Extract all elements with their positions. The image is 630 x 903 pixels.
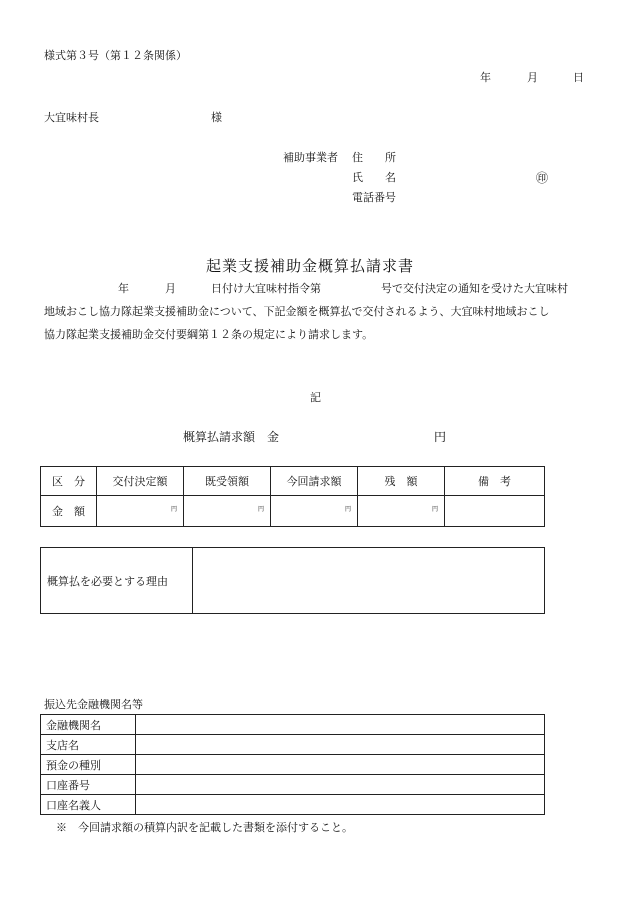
body-text-line2: 地域おこし協力隊起業支援補助金について、下記金額を概算払で交付されるよう、大宜味村地域おこし bbox=[44, 305, 550, 318]
applicant-role: 補助事業者 bbox=[283, 151, 338, 164]
form-number: 様式第３号（第１２条関係） bbox=[44, 49, 187, 62]
reason-table bbox=[40, 547, 545, 614]
name-label: 氏 名 bbox=[352, 171, 396, 184]
bank-name-label: 金融機関名 bbox=[41, 715, 136, 735]
body-text-part1: 日付け大宜味村指令第 bbox=[211, 282, 321, 295]
date-month-label: 月 bbox=[527, 71, 538, 84]
header-balance: 残 額 bbox=[358, 467, 445, 496]
header-category: 区 分 bbox=[41, 467, 97, 496]
branch-name-label: 支店名 bbox=[41, 735, 136, 755]
body-year: 年 bbox=[118, 282, 129, 295]
seal-mark: ㊞ bbox=[536, 171, 549, 185]
document-title: 起業支援補助金概算払請求書 bbox=[206, 257, 415, 275]
addressee-honorific: 様 bbox=[211, 111, 222, 124]
ki-mark: 記 bbox=[310, 391, 321, 404]
account-type-label: 預金の種別 bbox=[41, 755, 136, 775]
body-text-part2: 号で交付決定の通知を受けた大宜味村 bbox=[381, 282, 568, 295]
account-number-label: 口座番号 bbox=[41, 775, 136, 795]
current-request-cell[interactable]: 円 bbox=[271, 496, 358, 527]
phone-label: 電話番号 bbox=[352, 191, 396, 204]
request-amount-label: 概算払請求額 金 bbox=[183, 430, 280, 444]
date-year-label: 年 bbox=[480, 71, 491, 84]
header-remarks: 備 考 bbox=[445, 467, 545, 496]
body-text-line3: 協力隊起業支援補助金交付要綱第１２条の規定により請求します。 bbox=[44, 328, 374, 341]
account-type-value[interactable] bbox=[136, 755, 545, 775]
bank-name-value[interactable] bbox=[136, 715, 545, 735]
received-amount-cell[interactable]: 円 bbox=[184, 496, 271, 527]
footnote: ※ 今回請求額の積算内訳を記載した書類を添付すること。 bbox=[56, 821, 353, 834]
bank-table bbox=[40, 714, 545, 815]
date-day-label: 日 bbox=[573, 71, 584, 84]
branch-name-value[interactable] bbox=[136, 735, 545, 755]
addressee-name: 大宜味村長 bbox=[44, 111, 99, 124]
amount-table-header-row bbox=[41, 467, 545, 496]
address-label: 住 所 bbox=[352, 151, 396, 164]
amount-table-row bbox=[41, 496, 545, 527]
reason-label: 概算払を必要とする理由 bbox=[41, 548, 193, 614]
account-number-value[interactable] bbox=[136, 775, 545, 795]
bank-section-title: 振込先金融機関名等 bbox=[44, 698, 143, 711]
request-amount-unit: 円 bbox=[434, 430, 447, 444]
header-current-request: 今回請求額 bbox=[271, 467, 358, 496]
row-label-amount: 金 額 bbox=[41, 496, 97, 527]
header-received-amount: 既受領額 bbox=[184, 467, 271, 496]
account-holder-value[interactable] bbox=[136, 795, 545, 815]
header-decided-amount: 交付決定額 bbox=[97, 467, 184, 496]
reason-value-cell[interactable] bbox=[193, 548, 545, 614]
body-month: 月 bbox=[165, 282, 176, 295]
account-holder-label: 口座名義人 bbox=[41, 795, 136, 815]
decided-amount-cell[interactable]: 円 bbox=[97, 496, 184, 527]
balance-cell[interactable]: 円 bbox=[358, 496, 445, 527]
amount-table bbox=[40, 466, 545, 527]
remarks-cell[interactable] bbox=[445, 496, 545, 527]
